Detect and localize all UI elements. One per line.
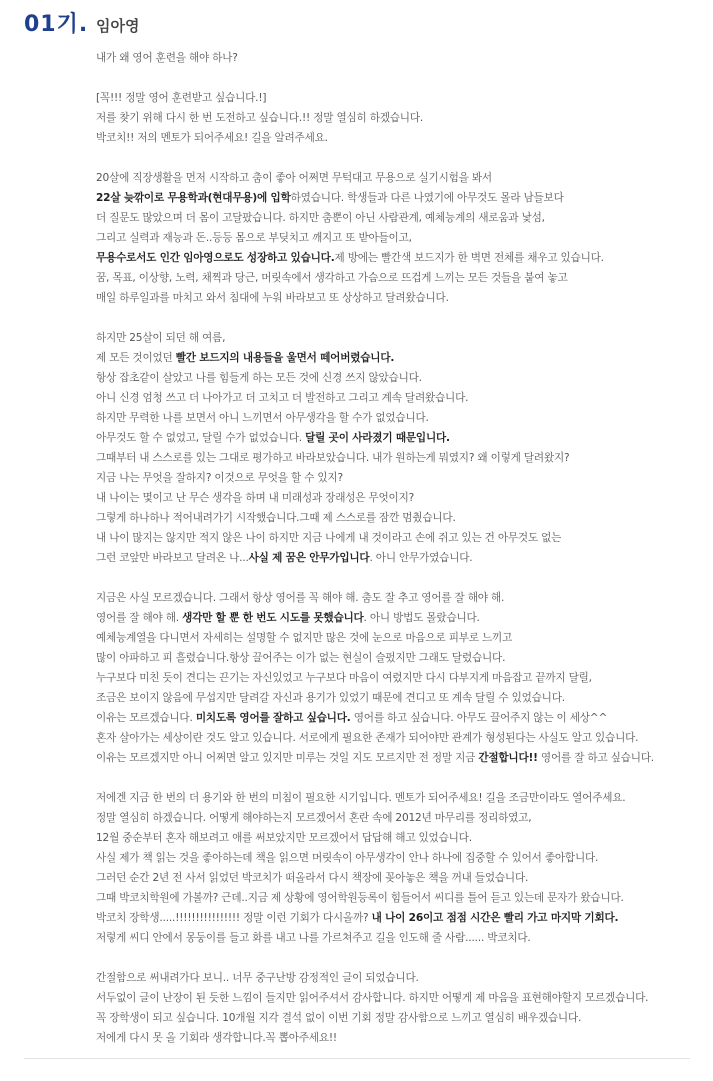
- essay-line: [96, 508, 708, 528]
- essay-line: [96, 328, 708, 348]
- body-text: 정말 열심히 하겠습니다. 어떻게 해야하는지 모르겠어서 혼란 속에 2012년 마무리를 정리하였고,: [96, 812, 532, 824]
- essay-body: [96, 48, 708, 1048]
- emphasis-text: 빨간 보드지의 내용들을 울면서 떼어버렸습니다.: [175, 352, 395, 364]
- body-text: 항상 잡초같이 살았고 나를 힘들게 하는 모든 것에 신경 쓰지 않았습니다.: [96, 372, 422, 384]
- emphasis-text: 사실 제 꿈은 안무가입니다: [248, 552, 370, 564]
- body-text: 이유는 모르겠지만 아니 어쩌면 알고 있지만 미루는 것일 지도 모르지만 전 정말 지금: [96, 752, 479, 764]
- body-text: 더 질문도 많았으며 더 몸이 고달팠습니다. 하지만 춤뿐이 아닌 사람관계, 예체능계의 새로움과 낯섬,: [96, 212, 545, 224]
- body-text: 내가 왜 영어 훈련을 해야 하나?: [96, 52, 238, 64]
- essay-line: [96, 1028, 708, 1048]
- body-text: 지금은 사실 모르겠습니다. 그래서 항상 영어를 꼭 해야 해. 춤도 잘 추고 영어를 잘 해야 해.: [96, 592, 505, 604]
- essay-line: [96, 468, 708, 488]
- essay-line: [96, 188, 708, 208]
- essay-line: [96, 928, 708, 948]
- body-text: 간절함으로 써내려가다 보니.. 너무 중구난방 감정적인 글이 되었습니다.: [96, 972, 419, 984]
- paragraph-gap: [96, 568, 708, 588]
- essay-line: [96, 688, 708, 708]
- body-text: 꼭 장학생이 되고 싶습니다. 10개월 지각 결석 없이 이번 기회 정말 감사함으로 느끼고 열심히 배우겠습니다.: [96, 1012, 582, 1024]
- essay-line: [96, 128, 708, 148]
- essay-line: [96, 348, 708, 368]
- emphasis-text: 미치도록 영어를 잘하고 싶습니다.: [195, 712, 351, 724]
- essay-line: [96, 48, 708, 68]
- emphasis-text: 생각만 할 뿐 한 번도 시도를 못했습니다: [182, 612, 364, 624]
- essay-line: [96, 668, 708, 688]
- essay-line: [96, 608, 708, 628]
- essay-line: [96, 88, 708, 108]
- essay-line: [96, 548, 708, 568]
- essay-line: [96, 968, 708, 988]
- body-text: 예체능계열을 다니면서 자세히는 설명할 수 없지만 많은 것에 눈으로 마음으로 피부로 느끼고: [96, 632, 513, 644]
- essay-line: [96, 708, 708, 728]
- essay-line: [96, 988, 708, 1008]
- emphasis-text: 무용수로서도 인간 임아영으로도 성장하고 있습니다.: [96, 252, 335, 264]
- essay-line: [96, 748, 708, 768]
- cohort-badge: 01기.: [24, 12, 89, 37]
- essay-line: [96, 248, 708, 268]
- applicant-name: 임아영: [96, 17, 140, 35]
- entry-header: [24, 10, 704, 40]
- body-text: 제 방에는 빨간색 보드지가 한 벽면 전체를 채우고 있습니다.: [334, 252, 604, 264]
- body-text: 영어를 잘 하고 싶습니다.: [537, 752, 654, 764]
- body-text: 저렇게 씨디 안에서 몽둥이를 들고 화를 내고 나를 가르쳐주고 길을 인도해 줄 사람...... 박코치다.: [96, 932, 531, 944]
- essay-line: [96, 448, 708, 468]
- body-text: 그러던 순간 2년 전 사서 읽었던 박코치가 떠올라서 다시 책장에 꽂아놓은 책을 꺼내 들었습니다.: [96, 872, 529, 884]
- body-text: 영어를 하고 싶습니다. 아무도 끌어주지 않는 이 세상^^: [350, 712, 608, 724]
- body-text: . 아니 안무가였습니다.: [369, 552, 473, 564]
- body-text: 내 나이 많지는 않지만 적지 않은 나이 하지만 지금 나에게 내 것이라고 손에 쥐고 있는 건 아무것도 없는: [96, 532, 562, 544]
- emphasis-text: 달릴 곳이 사라졌기 때문입니다.: [305, 432, 450, 444]
- paragraph-gap: [96, 68, 708, 88]
- emphasis-text: 간절합니다!!: [478, 752, 538, 764]
- body-text: 그때 박코치학원에 가볼까? 근데..지금 제 상황에 영어학원등록이 힘들어서 씨디를 틀어 듣고 있는데 문자가 왔습니다.: [96, 892, 624, 904]
- paragraph-gap: [96, 768, 708, 788]
- essay-line: [96, 488, 708, 508]
- bottom-divider: [24, 1058, 690, 1059]
- body-text: 영어를 잘 해야 해.: [96, 612, 183, 624]
- essay-line: [96, 828, 708, 848]
- body-text: 이유는 모르겠습니다.: [96, 712, 196, 724]
- essay-line: [96, 268, 708, 288]
- essay-line: [96, 848, 708, 868]
- essay-line: [96, 428, 708, 448]
- essay-line: [96, 368, 708, 388]
- body-text: 혼자 살아가는 세상이란 것도 알고 있습니다. 서로에게 필요한 존재가 되어야만 관계가 형성된다는 사실도 알고 있습니다.: [96, 732, 639, 744]
- essay-line: [96, 1008, 708, 1028]
- emphasis-text: 내 나이 26이고 점점 시간은 빨리 가고 마지막 기회다.: [371, 912, 619, 924]
- body-text: 사실 제가 책 읽는 것을 좋아하는데 책을 읽으면 머릿속이 아무생각이 안나 하나에 집중할 수 있어서 좋아합니다.: [96, 852, 599, 864]
- paragraph-gap: [96, 948, 708, 968]
- body-text: 하였습니다. 학생들과 다른 나였기에 아무것도 몰라 남들보다: [290, 192, 564, 204]
- body-text: 그렇게 하나하나 적어내려가기 시작했습니다.그때 제 스스로를 잠깐 멈췄습니다.: [96, 512, 456, 524]
- essay-line: [96, 788, 708, 808]
- body-text: 박코치!! 저의 멘토가 되어주세요! 길을 알려주세요.: [96, 132, 328, 144]
- body-text: 박코치 장학생.....!!!!!!!!!!!!!!!! 정말 이런 기회가 다시올까?: [96, 912, 372, 924]
- essay-line: [96, 388, 708, 408]
- body-text: [꼭!!! 정말 영어 훈련받고 싶습니다.!]: [96, 92, 267, 104]
- body-text: 저를 찾기 위해 다시 한 번 도전하고 싶습니다.!! 정말 열심히 하겠습니다.: [96, 112, 424, 124]
- essay-line: [96, 648, 708, 668]
- essay-line: [96, 228, 708, 248]
- body-text: 저에게 다시 못 올 기회라 생각합니다.꼭 뽑아주세요!!: [96, 1032, 337, 1044]
- body-text: 제 모든 것이었던: [96, 352, 176, 364]
- body-text: 하지만 25살이 되던 해 여름,: [96, 332, 226, 344]
- body-text: 아무것도 할 수 없었고, 달릴 수가 없었습니다.: [96, 432, 306, 444]
- paragraph-gap: [96, 148, 708, 168]
- body-text: 내 나이는 몇이고 난 무슨 생각을 하며 내 미래성과 장래성은 무엇이지?: [96, 492, 415, 504]
- essay-line: [96, 528, 708, 548]
- body-text: 매일 하루일과를 마치고 와서 침대에 누워 바라보고 또 상상하고 달려왔습니다.: [96, 292, 449, 304]
- body-text: 꿈, 목표, 이상향, 노력, 채찍과 당근, 머릿속에서 생각하고 가슴으로 뜨겁게 느끼는 모든 것들을 붙여 놓고: [96, 272, 568, 284]
- emphasis-text: 22살 늦깎이로 무용학과(현대무용)에 입학: [96, 192, 291, 204]
- body-text: 20살에 직장생활을 먼저 시작하고 춤이 좋아 어쩌면 무턱대고 무용으로 실기시험을 봐서: [96, 172, 492, 184]
- body-text: 서두없이 글이 난장이 된 듯한 느낌이 들지만 읽어주셔서 감사합니다. 하지만 어떻게 제 마음을 표현해야할지 모르겠습니다.: [96, 992, 649, 1004]
- essay-line: [96, 628, 708, 648]
- essay-line: [96, 868, 708, 888]
- essay-line: [96, 808, 708, 828]
- essay-line: [96, 408, 708, 428]
- body-text: 저에겐 지금 한 번의 더 용기와 한 번의 미침이 필요한 시기입니다. 멘토가 되어주세요! 길을 조금만이라도 열어주세요.: [96, 792, 626, 804]
- essay-line: [96, 888, 708, 908]
- body-text: 그때부터 내 스스로를 있는 그대로 평가하고 바라보았습니다. 내가 원하는게 뭐였지? 왜 이렇게 달려왔지?: [96, 452, 570, 464]
- essay-line: [96, 288, 708, 308]
- body-text: 그리고 실력과 재능과 돈..등등 몸으로 부딪치고 깨지고 또 받아들이고,: [96, 232, 412, 244]
- essay-line: [96, 168, 708, 188]
- essay-line: [96, 908, 708, 928]
- body-text: 조금은 보이지 않음에 무섭지만 달려갈 자신과 용기가 있었기 때문에 견디고 또 계속 달릴 수 있었습니다.: [96, 692, 565, 704]
- essay-line: [96, 108, 708, 128]
- body-text: 지금 나는 무엇을 잘하지? 이것으로 무엇을 할 수 있지?: [96, 472, 343, 484]
- body-text: 아니 신경 엄청 쓰고 더 나아가고 더 고치고 더 발전하고 그리고 계속 달려왔습니다.: [96, 392, 469, 404]
- body-text: 그런 코앞만 바라보고 달려온 나...: [96, 552, 249, 564]
- body-text: 누구보다 미친 듯이 견디는 끈기는 자신있었고 누구보다 마음이 여렸지만 다시 다부지게 마음잡고 끝까지 달릴,: [96, 672, 592, 684]
- body-text: 12월 중순부터 혼자 해보려고 애를 써보았지만 모르겠어서 답답해 해고 있었습니다.: [96, 832, 472, 844]
- body-text: 많이 아파하고 피 흘렸습니다.항상 끌어주는 이가 없는 현실이 슬펐지만 그래도 달렸습니다.: [96, 652, 506, 664]
- body-text: . 아니 방법도 몰랐습니다.: [363, 612, 480, 624]
- paragraph-gap: [96, 308, 708, 328]
- essay-line: [96, 728, 708, 748]
- essay-line: [96, 208, 708, 228]
- body-text: 하지만 무력한 나를 보면서 아니 느끼면서 아무생각을 할 수가 없었습니다.: [96, 412, 429, 424]
- essay-line: [96, 588, 708, 608]
